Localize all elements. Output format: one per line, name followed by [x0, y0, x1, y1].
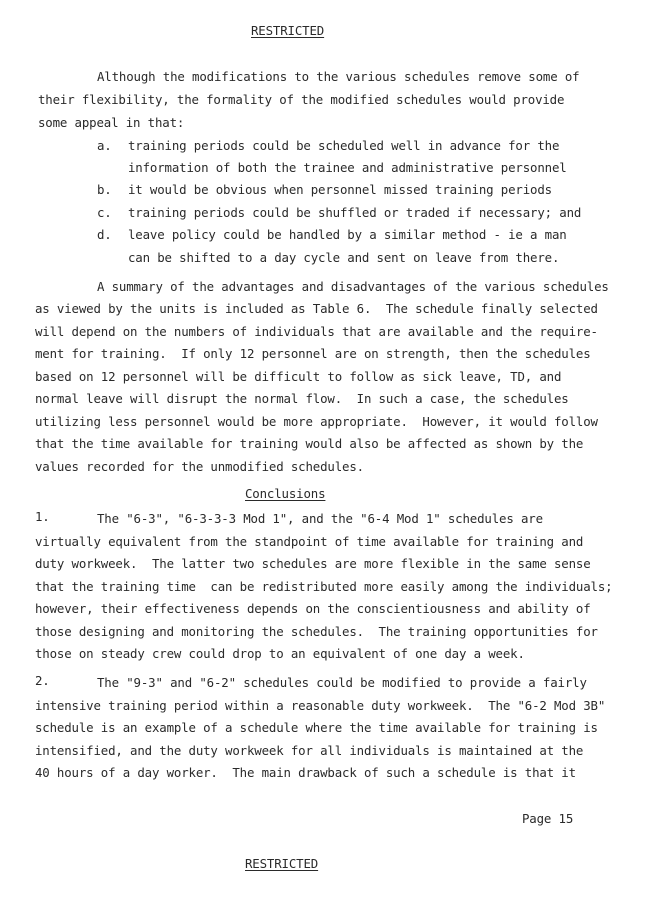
text-line: however, their effectiveness depends on the conscientiousness and ability of [35, 601, 591, 616]
text-line: 40 hours of a day worker. The main drawback of such a schedule is that it [35, 765, 576, 780]
text-line: based on 12 personnel will be difficult to follow as sick leave, TD, and [35, 369, 562, 384]
text-line: training periods could be scheduled well in advance for the [128, 138, 560, 153]
header-classification: RESTRICTED [251, 23, 325, 38]
page-number: Page 15 [522, 811, 574, 826]
conclusions-heading: Conclusions [245, 486, 326, 501]
text-line: values recorded for the unmodified schedules. [35, 459, 364, 474]
text-line: those on steady crew could drop to an equivalent of one day a week. [35, 646, 525, 661]
text-line: their flexibility, the formality of the modified schedules would provide [38, 92, 565, 107]
conclusion-number: 1. [35, 509, 50, 524]
text-line: utilizing less personnel would be more appropriate. However, it would follow [35, 414, 598, 429]
text-line: duty workweek. The latter two schedules are more flexible in the same sense [35, 556, 591, 571]
text-line: The "9-3" and "6-2" schedules could be modified to provide a fairly [97, 675, 587, 690]
text-line: that the training time can be redistributed more easily among the individuals; [35, 579, 613, 594]
text-line: training periods could be shuffled or traded if necessary; and [128, 205, 582, 220]
text-line: virtually equivalent from the standpoint of time available for training and [35, 534, 584, 549]
text-line: will depend on the numbers of individuals that are available and the require- [35, 324, 598, 339]
text-line: ment for training. If only 12 personnel are on strength, then the schedules [35, 346, 591, 361]
text-line: A summary of the advantages and disadvantages of the various schedules [97, 279, 609, 294]
text-line: information of both the trainee and administrative personnel [128, 160, 567, 175]
list-marker: d. [97, 227, 112, 242]
text-line: Although the modifications to the various schedules remove some of [97, 69, 580, 84]
text-line: can be shifted to a day cycle and sent on leave from there. [128, 250, 560, 265]
text-line: it would be obvious when personnel missed training periods [128, 182, 552, 197]
text-line: as viewed by the units is included as Table 6. The schedule finally selected [35, 301, 598, 316]
text-line: schedule is an example of a schedule where the time available for training is [35, 720, 598, 735]
text-line: intensified, and the duty workweek for all individuals is maintained at the [35, 743, 584, 758]
text-line: those designing and monitoring the schedules. The training opportunities for [35, 624, 598, 639]
text-line: intensive training period within a reasonable duty workweek. The "6-2 Mod 3B" [35, 698, 606, 713]
text-line: some appeal in that: [38, 115, 185, 130]
list-marker: a. [97, 138, 112, 153]
list-marker: b. [97, 182, 112, 197]
text-line: The "6-3", "6-3-3-3 Mod 1", and the "6-4 Mod 1" schedules are [97, 511, 543, 526]
text-line: that the time available for training would also be affected as shown by the [35, 436, 584, 451]
list-marker: c. [97, 205, 112, 220]
conclusion-number: 2. [35, 673, 50, 688]
text-line: leave policy could be handled by a similar method - ie a man [128, 227, 567, 242]
text-line: normal leave will disrupt the normal flow. In such a case, the schedules [35, 391, 569, 406]
footer-classification: RESTRICTED [245, 856, 319, 871]
